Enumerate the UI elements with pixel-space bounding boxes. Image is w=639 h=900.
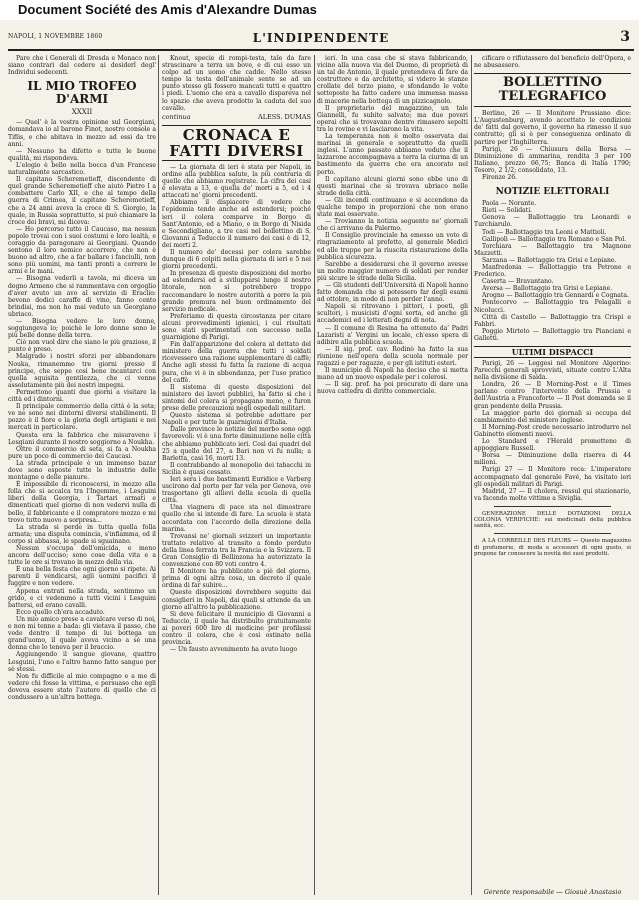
dispatch-item: Borsa — Diminuzione della riserva di 44 milioni. xyxy=(474,452,631,467)
paragraph: — Bisogna vedere le loro donne, soggiungeva io; poichè le loro donne sono le più belle donne della terra. xyxy=(8,318,156,340)
divider xyxy=(494,533,611,534)
paragraph: Queste disposizioni dovrebbero seguite dai consiglieri in Napoli, dai quali si attende da un giorno all'altro la pubblicazione. xyxy=(162,589,311,611)
election-item: Città di Castello — Ballottaggio tra Crispi e Fabbri. xyxy=(474,313,631,328)
paragraph: Ciò non vuol dire che siano le più graziose, il punto è preso. xyxy=(8,339,156,354)
paragraph: Questo sistema si potrebbe adottare per Napoli e per tutte le guarnigioni d'Italia. xyxy=(162,412,311,427)
paragraph: Il Consiglio provinciale ha emesso un voto di ringraziamento al prefetto, al generale Medici ed alle truppe per la riuscita ristaurazione della pubblica sicurezza. xyxy=(317,232,468,261)
paragraph: Trovansi ne' giornali svizzeri un importante trattato relativo al transito a fondo perduto della linea ferrata tra la Francia e la Svizzera. Il Gran Consiglio di Bellinzona ha autorizzato la convenzione con 80 voti contro 4. xyxy=(162,532,311,569)
paragraph: Firenze 26. xyxy=(482,174,518,182)
paragraph: Si deve felicitare il municipio di Giovanni a Teduccio, il quale ha distribuito gratuitamente ai poveri 600 lire di medicine per profilassi contro il colera, che è così ostinato nella provincia. xyxy=(162,610,311,647)
opening-paragraph: cificare o rifiutassero del beneficio dell'Opera, e ne abusassero. xyxy=(474,55,631,70)
paragraph: Un mio amico prese a cavalcare verso di noi, e non mi tenne a bada: gli vietava il passo, che vede dentro il tempo di lui bottega un grand'uomo, il quale aveva vicino a sè una donna che lo teneva per il braccio. xyxy=(8,615,156,652)
dispatch-item: Il Morning-Post crede necessario introdurre nel Gabinetto elementi nuovi. xyxy=(474,423,631,438)
paragraph: Il municipio di Napoli ha deciso che si metta mano ad un nuovo ospedale per i colerosi. xyxy=(317,367,468,382)
paragraph: Oltre il commercio di seta, si fa a Noukha pure un poco di commercio dei Caucasi. xyxy=(8,445,156,460)
issue-date: NAPOLI, 1 NOVEMBRE 1860 xyxy=(8,33,103,40)
paragraph: — Bisogna vederli a tavola, mi diceva un degno Armeno che si rammentava con orgoglio d'aver avuto un avo al servizio di Eraclio: bevono dodici caraffe di vino, fanno cento brindisi, ma non ho mai veduto un Georgiano ubriaco. xyxy=(8,275,156,318)
dispatch-item: Parigi 27 — Il Monitore reca: L'imperatore accompagnato dal generale Favé, ha visitato ieri gli ospedali militari di Parigi. xyxy=(474,466,631,488)
chronicle-continued xyxy=(317,55,468,396)
election-item: Genova — Ballottaggio tra Leonardi e Turchiarulo. xyxy=(474,214,631,229)
paragraph: — Il sig. prof. ha poi procurato di dare una nuova cattedra di diritto commerciale. xyxy=(317,381,468,396)
serial-continuation xyxy=(162,55,311,112)
paragraph: Il contrabbando al monopolio dei tabacchi in Sicilia è quasi cessato. xyxy=(162,461,311,476)
paragraph: — Il comune di Resina ha ottenuto da' Padri Lazaristi a' Vergini un locale, ch'esso spera di adibire alla pubblica scuola. xyxy=(317,324,468,346)
paragraph: — Trovianno la notizia seguente ne' giornali che ci arrivano da Palermo. xyxy=(317,218,468,233)
paragraph: Malgrado i nostri sforzi per abbandonare Nouka, rimanemmo tre giorni presso il principe, che seppe così bene incantarci con quella squisita gentilezza, che ci venne assolutamente più dei nostri impegni. xyxy=(8,353,156,389)
paragraph: Il principale commercio della città è la seta; ve ne sono nei dintorni diversi stabilimenti. Il pozzo è il fiore e la gloria degli artigiani e nei mercati in particolare. xyxy=(8,403,156,432)
paragraph: Nessun s'occupa dell'omicida, e meno ancora dell'ucciso; sono cose della vita e a tutte le ore si trovano in mezzo della via. xyxy=(8,545,156,567)
banner-title: Document Société des Amis d'Alexandre Dumas xyxy=(18,2,317,17)
advertisement: A LA CORBEILLE DES FLEURS — Questo magazzino di profumerie, di moda e accessori di ogni gusto, si propone far conoscere la novità dei suoi prodotti. xyxy=(474,538,631,557)
dispatch-item: Madrid, 27 — Il cholera, ressul qui stazionario, va facendo molte vittime a Siviglia. xyxy=(474,487,631,502)
dispatch-item: La maggior parte dei giornali si occupa del cambiamento del ministero inglese. xyxy=(474,409,631,424)
election-item: Poggio Mirteto — Ballottaggio tra Pianciani e Galletti. xyxy=(474,327,631,342)
newspaper-title: L'INDIPENDENTE xyxy=(252,31,390,45)
paragraph: — Gli incendi continuano e si accendono da qualche tempo in proporzioni che non erano state mai osservate. xyxy=(317,196,468,219)
chronicle-body xyxy=(162,164,311,653)
paragraph: — Nessuno ha difetto e tutte le buone qualità, mi rispondeva. xyxy=(8,147,156,162)
paragraph: Il Monitore ha pubblicato a piè del giorno, prima di ogni altra cosa, un decreto il quale ordina di far subire... xyxy=(162,568,311,590)
paragraph: — Il sig. prof. cav. Rodinò ha fatto la sua riunione nell'opera della scuola normale per ragazzi e per ragazze, e per gli istituti esteri. xyxy=(317,345,468,368)
election-item: Manfredonia — Ballottaggio tra Petrone e Frederico. xyxy=(474,263,631,279)
column-4 xyxy=(474,55,631,898)
paragraph: In presenza di queste disposizioni del morbo ad estendersi ed a svilupparsi lungo il nostro litorale, non si potrebbero troppo raccomandare le nostre autorità a porre la più grande premura nel buon ordinamento del servizio medicale. xyxy=(162,270,311,313)
election-item: Rieti — Solidati. xyxy=(482,207,533,215)
paragraph: Il sistema di queste disposizioni del ministero dei lavori pubblici, ha fatto sì che i sintomi del colera si propagano meno, e furon prese delle precauzioni negli ospedali militari. xyxy=(162,383,311,413)
paragraph: — Ho percorso tutto il Caucaso, ma nessun popolo trovai con i suoi costumi e loro lealtà, e coraggio da paragonare ai Georgiani. Quando sentono il loro nemico accorrere, che non è buono ad altro, che a far ballare i fanciulli, non sono più uomini, ma tanti pronti a correre le armi e le mani. xyxy=(8,225,156,276)
paragraph: Ecco quello ch'era accaduto. xyxy=(16,608,105,616)
election-item: Gallipoli — Ballottaggio tra Romano e San Pol. xyxy=(482,235,627,243)
paragraph: La temperanza non è molto osservata dai marinai in generale e soprattutto da quelli inglesi. L'anno passato abbiamo veduto che il lazzarone accompagnava a terra la ciurma di un bastimento da guerra che era ancorato nel porto. xyxy=(317,133,468,176)
dispatch-item: Londra, 26 — Il Morning-Post e il Times parlano contro l'intervento della Prussia e dell'Austria a Francoforte — Il Post domanda se il gran pendente della Prussia. xyxy=(474,381,631,410)
election-item: Sarzana — Ballottaggio tra Grisi e Lepiane. xyxy=(482,256,617,264)
paragraph: Il capitano Scheremetieff, discendente di quel grande Scheremetieff che aiutò Pietro I a combattere Carlo XII, e che al tempo della guerra di Crimea, il capitano Scheremetieff, che a 24 anni aveva la croce di S. Giorgio, la quale, in Russia soprattutto, si può chiamare la croce dei bravi, mi diceva: xyxy=(8,176,156,226)
election-item: Caserta — Bravantano. xyxy=(482,278,554,286)
paragraph: Permettono quanti due giorni a visitare la città ed i dintorni. xyxy=(8,388,156,404)
paragraph: Non fu difficile al mio compagno e a me di vedere chi fosse la vittima, e persuaso che egli doveva essere stato l'autore di quello che ci condussero a un'altra bottega. xyxy=(8,672,156,701)
dispatch-item: Lo Standard e l'Herald prometteno di appoggiare Russell. xyxy=(474,438,631,453)
paragraph: Il proprietario del magazzino, un tale Giannelli, fu subito salvato; ma due poveri operai che si trovavano dentro rimasero sepolti tra le rovine e vi lasciarono la vita. xyxy=(317,104,468,133)
paragraph: Preferiamo di questa circostanza per citare alcuni provvedimenti igienici, i cui risultati sono stati sperimentati con successo nella guarnigione di Parigi. xyxy=(162,312,311,342)
telegraph-body xyxy=(474,110,631,181)
column-2 xyxy=(162,55,311,898)
paragraph: Appena entrati nella strada, sentimmo un grido, e ci vedemmo a tutti vicini i Lesguini battersi, ed erano cavalli. xyxy=(8,587,156,609)
continua-label: continua xyxy=(162,112,191,121)
dispatch-item: Parigi, 26 — Leggesi nel Monitore Algerino: Parecchi generali sprovvisti, situate contro L'Alta nella divisione di Saida. xyxy=(474,360,631,382)
paragraph: È impossibile di riconoscersi, in mezzo alla folla che si accalca tra l'Ingemme, i Lesguini liberi della Georgia, i Tartari armati e dimenticati quel giorno di non vedervi nulla di bello, il fabbricante e il compratore mozzo e mi trovo tutto nuovo a sorpresa... xyxy=(8,481,156,524)
advertisement: GENERAZIONE DELLE DOTAZIONI DELLA COLONIA VERIFICHE: sui medicinali della pubblica sanità, ecc. xyxy=(474,510,631,530)
election-item: Todi — Ballottaggio tra Leoni e Mattioli. xyxy=(482,228,607,236)
election-item: Pontecorvo — Ballottaggio tra Pelagalli e Nicolucci. xyxy=(474,299,631,314)
paragraph: Ieri sera i due bastimenti Euridice e Varberg uscirono dal porto per far vela per Genova, ove trasportano gli allievi della scuola di quella città. xyxy=(162,475,311,505)
paragraph: Fin dall'apparizione del colera al dettato del ministero della guerra che tutti i soldati ricevessero una razione supplementare di caffè; Anche agli stessi fu fatta la razione di acqua pura, che vi è in abbondanza, per l'uso pratico del caffè. xyxy=(162,341,311,384)
paragraph: Questa era la fabbrica che misuraveno i Lesgiani durante il nostro soggiorno a Noukha. xyxy=(8,431,156,446)
article-title: IL MIO TROFEO D'ARMI xyxy=(27,79,137,107)
election-item: Paola — Norante. xyxy=(482,200,537,208)
paragraph: Abbiamo il dispiacere di vedere che l'epidemia tende anche ad estendersi; poiché ieri il colera comparve in Borgo di Sant'Antonio, ed a Miano, e in Borgo di Nisida e Secondigliano, a tre casi nel bollettino di S. Giovanni a Teduccio il numero dei casi è di 12, dei morti 2. xyxy=(162,199,311,249)
page-number: 3 xyxy=(620,29,630,45)
dispatches-title: ULTIMI DISPACCI xyxy=(474,346,631,358)
paragraph: ieri. In una casa che si stava fabbricando, vicino alla nuova via del Duomo, di proprietà di un tal de Antonio, il quale pretendeva di fare da costruttore e da architetto, si videro le stanze crollate del terzo piano, e sfondando le volte sottoposte ha fatto cadere una immensa massa di macerie nella bottega di un pizzicagnolo. xyxy=(317,55,468,105)
paragraph: Dalle province le notizie del morbo sono oggi favorevoli: vi è una forte diminuzione nelle città che abbiamo pubblicato ieri. Così dai quadri del 25 a quello del 27, a Bari non vi fu nulla; a Barletta, casi 16, morti 13. xyxy=(162,426,311,462)
election-item: Arogno — Ballottaggio tra Gennardi e Cognata. xyxy=(482,292,629,300)
paragraph: Una viagnera di pace sta nel dimostrare quello che si intende di fare. La scuola è stata accordata con l'accordo della direzione della marina. xyxy=(162,504,311,533)
paragraph: — La giornata di ieri è stata per Napoli, in ordine alla pubblica salute, la più contraria di quelle che abbiamo registrate. La cifra dei casi è elevata a 13, e quella de' morti a 5, ed i 4 attaccati ne' giorni precedenti. xyxy=(162,163,311,200)
divider xyxy=(494,506,611,507)
column-rule xyxy=(471,55,472,895)
signature xyxy=(162,114,311,121)
paragraph: È una bella festa che ogni giorno si ripete. Ai parenti il vendicarsi, agli uomini pacifici il fuggire e non vedere. xyxy=(8,566,156,588)
paragraph: Parigi, 26 — Chiusura della Borsa — Diminuzione di ammarina, rendita 3 per 100 Italiano, prezzo 66,75; Banca di Italia 1790; Tesoro, 2 1/2; consolidato, 13. xyxy=(474,145,631,174)
column-3 xyxy=(317,55,468,898)
paragraph: L'elogio è bello nella bocca d'un Francese naturalmente sarcastico. xyxy=(8,161,156,177)
chapter-number: XXXII xyxy=(71,108,93,117)
column-1 xyxy=(8,55,156,898)
election-item: Aversa — Ballottaggio tra Grisi e Lepiane. xyxy=(482,285,613,293)
paragraph: Berlino, 26 — Il Monitore Prussiano dice: L'Augustenburg, avendo accettato le condizioni de' fatti dal governo, il governo ha rimesso il suo contratto; gli si è per conseguenza ordinato di partire per l'Inghilterra. xyxy=(474,110,631,146)
election-item: Torchiara — Ballottaggio tra Magnone Mazzetti. xyxy=(474,242,631,257)
paragraph: Knout, specie di rompi-testa, tale da fare strascinare a terra un bove, e di cui esso un colpo ad un uomo che cadde. Nello stesso tempo la testa dell'animale sente se ad un punto stesso gli fossero mancati tutti e quattro i piedi. L'uomo che era a cavallo dispareva nel lo spazio che aveva prodotto la caduta del suo cavallo. xyxy=(162,55,311,112)
masthead xyxy=(8,27,634,51)
paragraph: Il capitano alcuni giorni sono ebbe uno di questi marinai che si trovava ubriaco nelle strade della città. xyxy=(317,175,468,197)
paragraph: Sarebbe a desiderarsi che il governo avesse un molto maggior numero di soldati per render più sicure le strade della Sicilia. xyxy=(317,260,468,282)
column-rule xyxy=(158,55,159,895)
paragraph: — Quel' è la vostra opinione sul Georgiani, domandava io al barone Finot, nostro console a Tiflis, e che abitava in mezzo ad essi da tre anni. xyxy=(8,119,156,148)
paragraph: Napoli si ritrovano i pittori, i poeti, gli scultori, i musicisti d'ogni sorta, ed anche gli accademici ed i letterati degni di nota. xyxy=(317,303,468,325)
article-body xyxy=(8,119,156,701)
footer-manager: Gerente responsabile — Giosuè Anastasio xyxy=(483,888,622,896)
intro-paragraph: Pare che i Generali di Dresda e Monaco non siano contrari dal cedere ai desiderî degl' Individui sedecenti. xyxy=(8,55,156,77)
paragraph: — Gli studenti dell'Università di Napoli hanno fatto domanda che si potessero far degli esami ad ottobre, in modo di non perder l'anno. xyxy=(317,282,468,304)
elections-title: NOTIZIE ELETTORALI xyxy=(495,187,610,198)
paragraph: Aggiungendo il sangue giovane, quattro Lesguini, l'uno e l'altro hanno fatto sangue per sè stessi. xyxy=(8,651,156,673)
paragraph: Il numero de' decessi per colera sarebbe dunque di 6 colpiti nella giornata di ieri e 5 nei giorni precedenti. xyxy=(162,248,311,271)
paragraph: La strada principale è un immenso bazar dove sono esposte tutte le industrie delle montagne e delle pianure. xyxy=(8,459,156,482)
paragraph: — Un fausto avvenimento ha avuto luogo xyxy=(170,646,298,654)
paragraph: La strada si perde in tutta quella folla armata; una disputa comincia, s'infiamma, ed il corpo si abbassa, le spade si sguainano. xyxy=(8,523,156,545)
elections-list xyxy=(474,200,631,342)
author-name: ALESS. DUMAS xyxy=(258,112,311,121)
telegraph-title: BOLLETTINO TELEGRAFICO xyxy=(474,73,631,107)
dispatches-list xyxy=(474,360,631,502)
document-banner xyxy=(0,0,639,20)
column-rule xyxy=(314,55,315,895)
section-title: CRONACA E FATTI DIVERSI xyxy=(162,125,311,161)
